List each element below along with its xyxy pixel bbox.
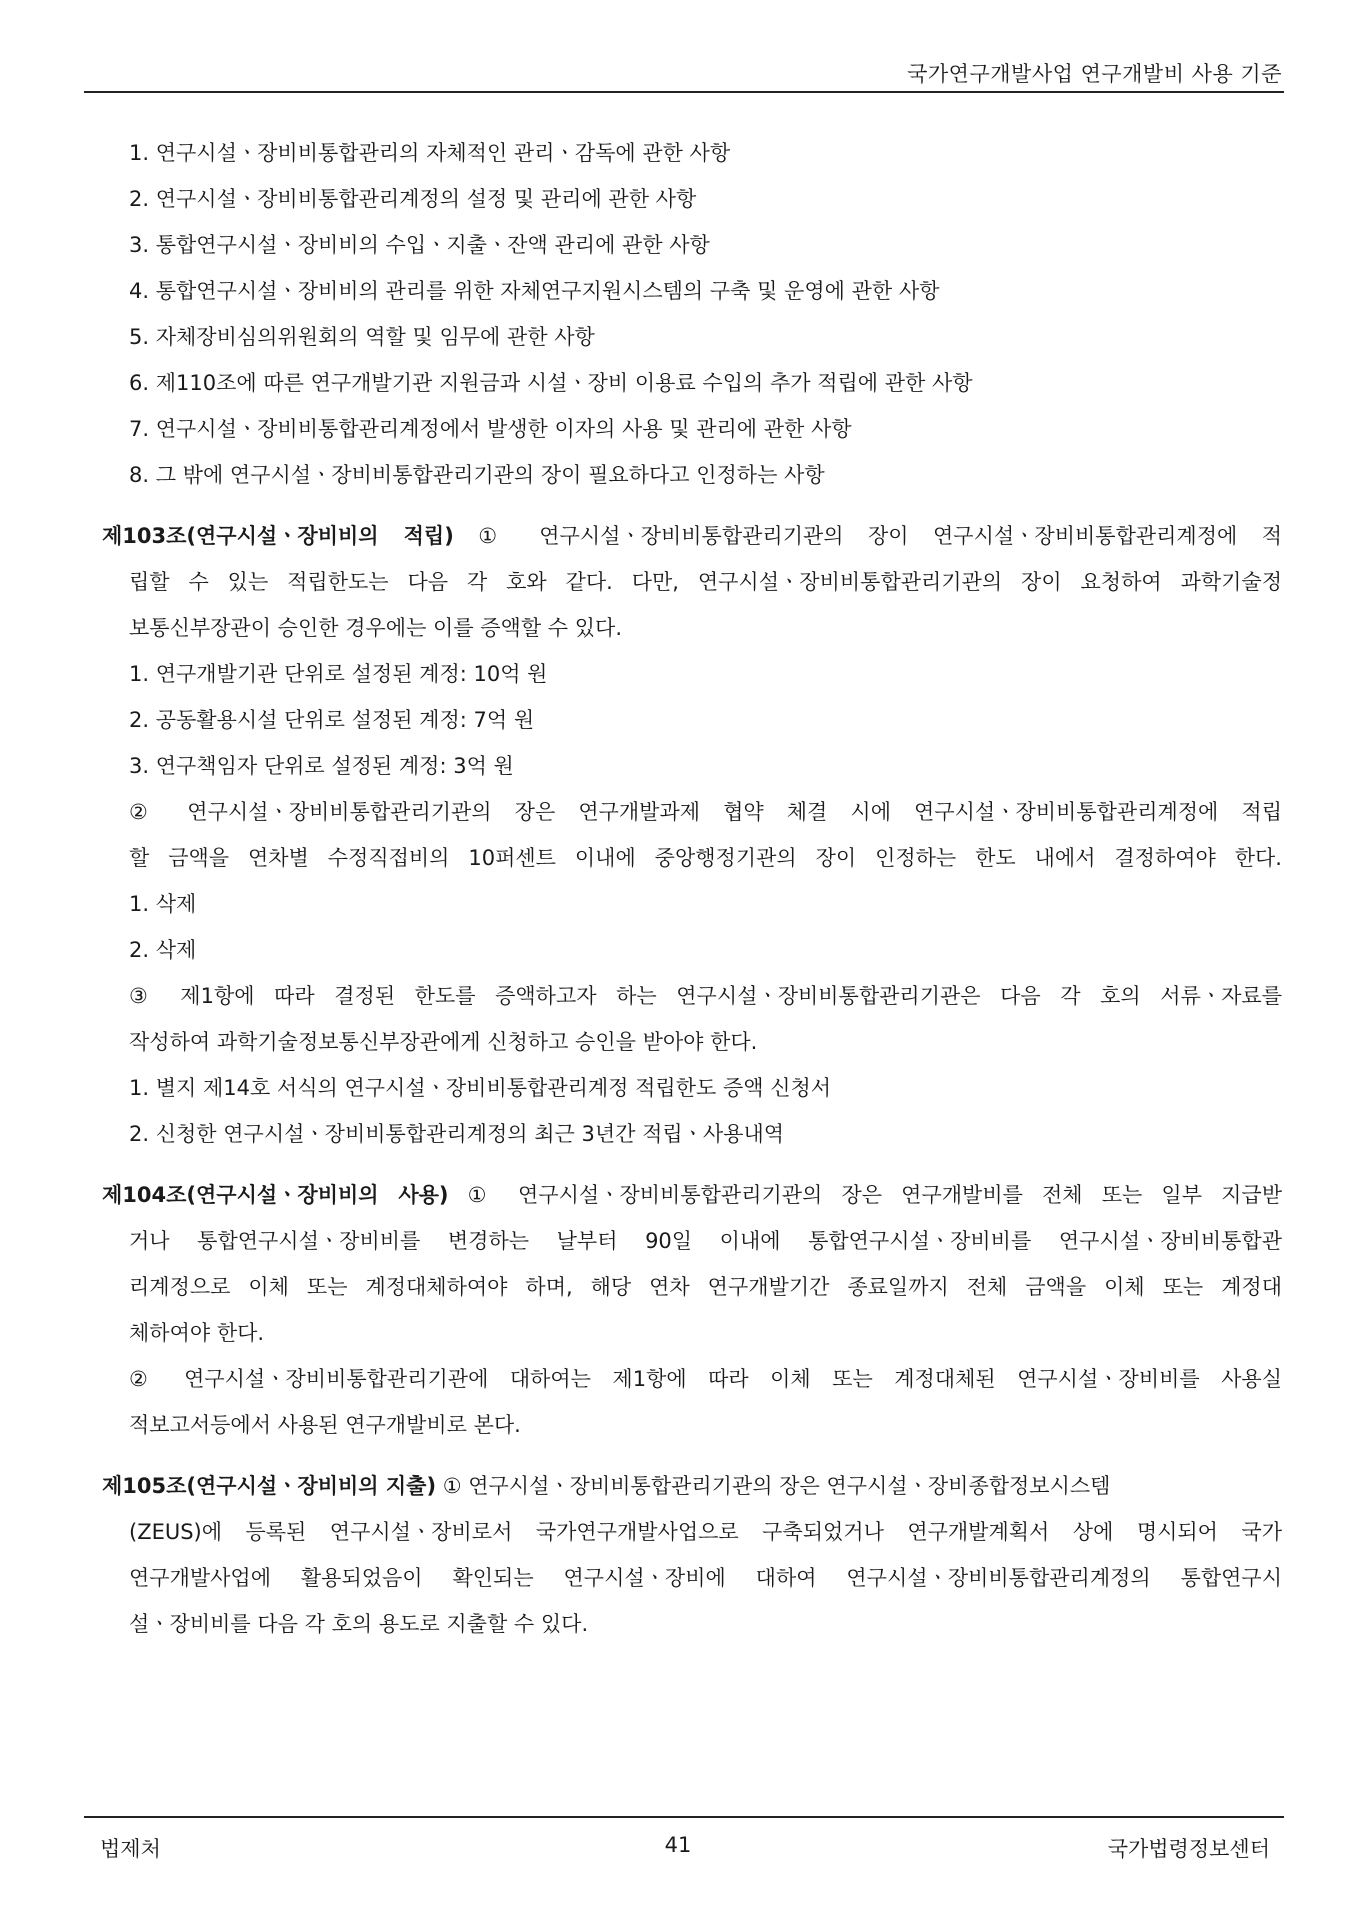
list-item: 6. 제110조에 따른 연구개발기관 지원금과 시설ㆍ장비 이용료 수입의 추가 적립에 관한 사항 (129, 371, 973, 395)
article-104-line: 리계정으로 이체 또는 계정대체하여야 하며, 해당 연차 연구개발기간 종료일까지 전체 금액을 이체 또는 계정대 (129, 1275, 1282, 1299)
article-105-line (102, 1463, 1282, 1509)
article-103-line: 보통신부장관이 승인한 경우에는 이를 증액할 수 있다. (129, 616, 623, 640)
article-104-line (102, 1172, 1282, 1218)
list-item: 1. 별지 제14호 서식의 연구시설ㆍ장비비통합관리계정 적립한도 증액 신청서 (129, 1076, 832, 1100)
footer-publisher: 법제처 (100, 1837, 161, 1861)
list-item: 2. 신청한 연구시설ㆍ장비비통합관리계정의 최근 3년간 적립ㆍ사용내역 (129, 1122, 785, 1146)
list-item: 2. 연구시설ㆍ장비비통합관리계정의 설정 및 관리에 관한 사항 (129, 187, 697, 211)
article-105-line: 설ㆍ장비비를 다음 각 호의 용도로 지출할 수 있다. (129, 1612, 589, 1636)
article-103-title: 제103조(연구시설ㆍ장비비의 적립) (102, 524, 454, 548)
article-105-line: 연구개발사업에 활용되었음이 확인되는 연구시설ㆍ장비에 대하여 연구시설ㆍ장비비통합관리계정의 통합연구시 (129, 1566, 1282, 1590)
article-103-line (102, 513, 1282, 559)
article-105-text: ① 연구시설ㆍ장비비통합관리기관의 장은 연구시설ㆍ장비종합정보시스템 (436, 1474, 1111, 1498)
page-number: 41 (664, 1833, 692, 1857)
article-104-text: ① 연구시설ㆍ장비비통합관리기관의 장은 연구개발비를 전체 또는 일부 지급받 (448, 1183, 1282, 1207)
article-104-line: 체하여야 한다. (129, 1321, 265, 1345)
list-item: 1. 연구개발기관 단위로 설정된 계정: 10억 원 (129, 662, 548, 686)
paragraph-line: 작성하여 과학기술정보통신부장관에게 신청하고 승인을 받아야 한다. (129, 1030, 758, 1054)
document-body (102, 130, 1282, 1647)
list-item: 2. 삭제 (129, 938, 197, 962)
article-105-title: 제105조(연구시설ㆍ장비비의 지출) (102, 1474, 437, 1498)
paragraph-line: ② 연구시설ㆍ장비비통합관리기관에 대하여는 제1항에 따라 이체 또는 계정대체된 연구시설ㆍ장비비를 사용실 (129, 1367, 1282, 1391)
header-title: 국가연구개발사업 연구개발비 사용 기준 (907, 62, 1282, 86)
list-item: 1. 연구시설ㆍ장비비통합관리의 자체적인 관리ㆍ감독에 관한 사항 (129, 141, 731, 165)
list-item: 8. 그 밖에 연구시설ㆍ장비비통합관리기관의 장이 필요하다고 인정하는 사항 (129, 463, 825, 487)
article-105-line: (ZEUS)에 등록된 연구시설ㆍ장비로서 국가연구개발사업으로 구축되었거나 연구개발계획서 상에 명시되어 국가 (129, 1520, 1282, 1544)
list-item: 3. 통합연구시설ㆍ장비비의 수입ㆍ지출ㆍ잔액 관리에 관한 사항 (129, 233, 710, 257)
article-103 (102, 513, 1282, 1157)
header-rule (84, 91, 1284, 93)
article-105 (102, 1463, 1282, 1647)
list-item: 7. 연구시설ㆍ장비비통합관리계정에서 발생한 이자의 사용 및 관리에 관한 사항 (129, 417, 852, 441)
article-104 (102, 1172, 1282, 1448)
list-item: 4. 통합연구시설ㆍ장비비의 관리를 위한 자체연구지원시스템의 구축 및 운영에 관한 사항 (129, 279, 940, 303)
list-item: 3. 연구책임자 단위로 설정된 계정: 3억 원 (129, 754, 514, 778)
article-104-line: 거나 통합연구시설ㆍ장비비를 변경하는 날부터 90일 이내에 통합연구시설ㆍ장비비를 연구시설ㆍ장비비통합관 (129, 1229, 1282, 1253)
paragraph-line: ③ 제1항에 따라 결정된 한도를 증액하고자 하는 연구시설ㆍ장비비통합관리기관은 다음 각 호의 서류ㆍ자료를 (129, 984, 1282, 1008)
article-103-text: ① 연구시설ㆍ장비비통합관리기관의 장이 연구시설ㆍ장비비통합관리계정에 적 (453, 524, 1283, 548)
list-item: 1. 삭제 (129, 892, 197, 916)
footer-rule (84, 1816, 1284, 1818)
list-item: 5. 자체장비심의위원회의 역할 및 임무에 관한 사항 (129, 325, 595, 349)
article-103-line: 립할 수 있는 적립한도는 다음 각 호와 같다. 다만, 연구시설ㆍ장비비통합관리기관의 장이 요청하여 과학기술정 (129, 570, 1282, 594)
article-104-title: 제104조(연구시설ㆍ장비비의 사용) (102, 1183, 449, 1207)
paragraph-line: ② 연구시설ㆍ장비비통합관리기관의 장은 연구개발과제 협약 체결 시에 연구시설ㆍ장비비통합관리계정에 적립 (129, 800, 1282, 824)
footer-source: 국가법령정보센터 (1107, 1837, 1270, 1861)
list-item: 2. 공동활용시설 단위로 설정된 계정: 7억 원 (129, 708, 535, 732)
list-a (102, 130, 1282, 498)
paragraph-line: 할 금액을 연차별 수정직접비의 10퍼센트 이내에 중앙행정기관의 장이 인정하는 한도 내에서 결정하여야 한다. (129, 846, 1282, 870)
paragraph-line: 적보고서등에서 사용된 연구개발비로 본다. (129, 1413, 521, 1437)
